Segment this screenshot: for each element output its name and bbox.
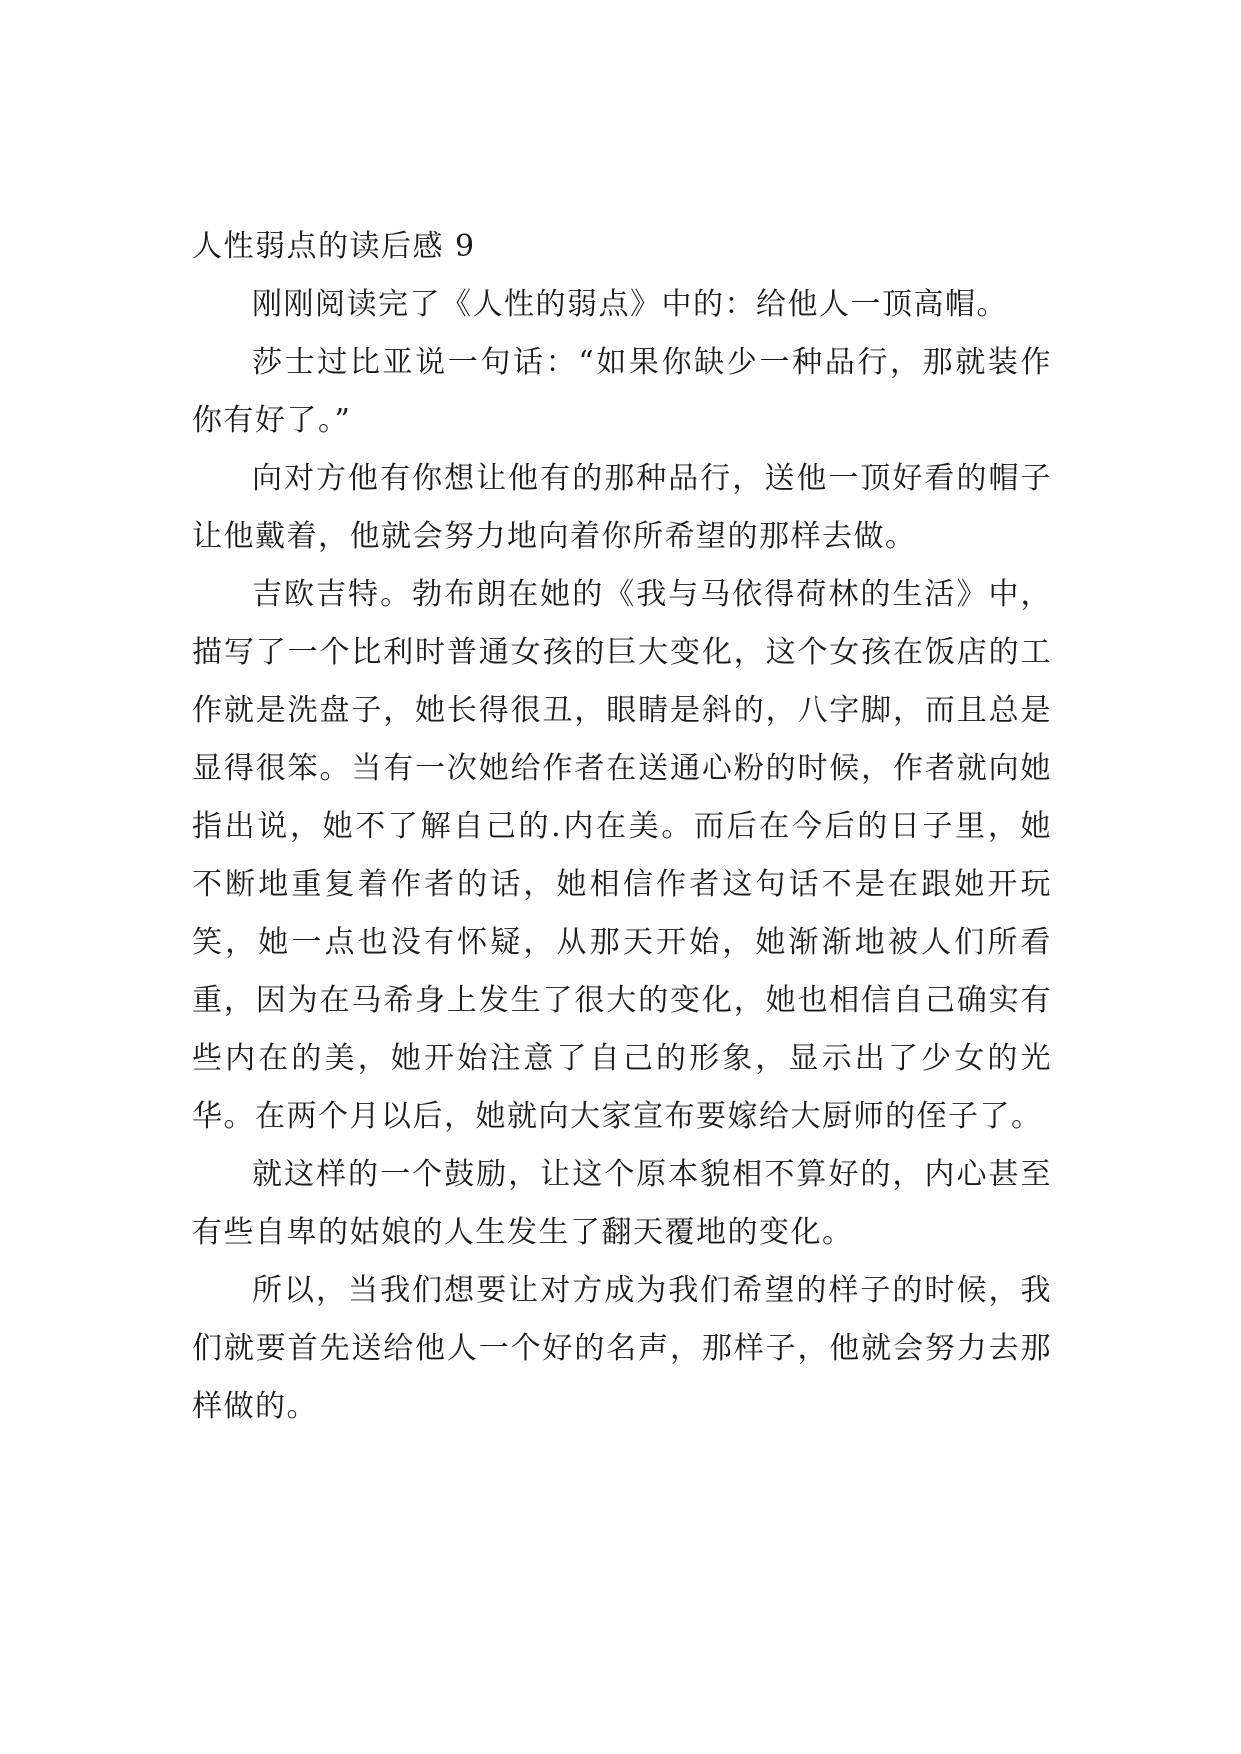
- document-body: [192, 218, 1052, 1436]
- paragraph-conclusion: 所以，当我们想要让对方成为我们希望的样子的时候，我们就要首先送给他人一个好的名声，那样子，他就会努力去那样做的。: [192, 1273, 1052, 1424]
- paragraph-shakespeare-quote: 莎士过比亚说一句话：“如果你缺少一种品行，那就装作你有好了。”: [192, 345, 1052, 438]
- paragraph-encouragement: 就这样的一个鼓励，让这个原本貌相不算好的，内心甚至有些自卑的姑娘的人生发生了翻天覆地的变化。: [192, 1157, 1052, 1250]
- paragraph-story: 吉欧吉特。勃布朗在她的《我与马依得荷林的生活》中，描写了一个比利时普通女孩的巨大变化，这个女孩在饭店的工作就是洗盘子，她长得很丑，眼睛是斜的，八字脚，而且总是显得很笨。当有一次她给作者在送通心粉的时候，作者就向她指出说，她不了解自己的.内在美。而后在今后的日子里，她不断地重复着作者的话，她相信作者这句话不是在跟她开玩笑，她一点也没有怀疑，从那天开始，她渐渐地被人们所看重，因为在马希身上发生了很大的变化，她也相信自己确实有些内在的美，她开始注意了自己的形象，显示出了少女的光华。在两个月以后，她就向大家宣布要嫁给大厨师的侄子了。: [192, 577, 1052, 1134]
- paragraph-intro: 刚刚阅读完了《人性的弱点》中的：给他人一顶高帽。: [252, 287, 1008, 322]
- document-title: 人性弱点的读后感 9: [192, 229, 476, 264]
- paragraph-hat-advice: 向对方他有你想让他有的那种品行，送他一顶好看的帽子让他戴着，他就会努力地向着你所希望的那样去做。: [192, 461, 1052, 554]
